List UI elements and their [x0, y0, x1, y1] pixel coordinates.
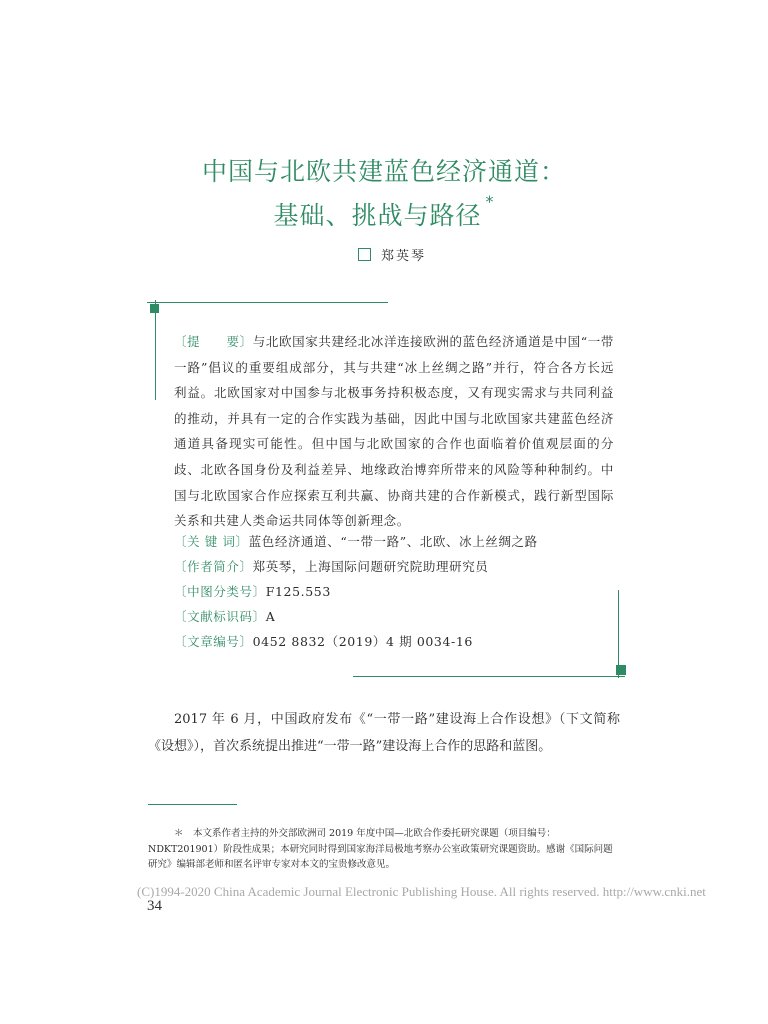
page-number: 34 — [147, 898, 162, 914]
author-name: 郑英琴 — [381, 249, 427, 264]
frame-left-rule — [155, 300, 156, 400]
author-info-row — [174, 557, 488, 575]
keywords-label: 〔关 键 词〕 — [174, 534, 249, 549]
article-title-line-1 — [0, 152, 768, 188]
classification-label: 〔中图分类号〕 — [174, 584, 266, 599]
document-code-value: A — [265, 609, 276, 624]
document-code-row — [174, 607, 275, 625]
abstract-label: 〔提 要〕 — [174, 334, 253, 349]
document-code-label: 〔文献标识码〕 — [174, 609, 266, 624]
copyright-notice: (C)1994-2020 China Academic Journal Electronic Publishing House. All rights reserved. http://www.cnki.net — [137, 884, 706, 899]
classification-value: F125.553 — [265, 584, 331, 599]
title-footnote-mark: * — [485, 192, 495, 211]
footnote-rule — [148, 804, 237, 805]
title-text-2: 基础、挑战与路径 — [273, 201, 482, 230]
frame-bottom-corner-square — [616, 665, 626, 675]
keywords-row — [174, 532, 538, 550]
article-number-label: 〔文章编号〕 — [174, 634, 253, 649]
frame-top-rule — [147, 302, 388, 303]
article-number-row — [174, 632, 473, 650]
article-number-value: 0452 8832（2019）4 期 0034-16 — [252, 634, 473, 649]
footnote-text: ＊ 本文系作者主持的外交部欧洲司 2019 年度中国—北欧合作委托研究课题（项目编号：NDKT201901）阶段性成果；本研究同时得到国家海洋局极地考察办公室政策研究课题资助。感谢《国际问题研究》编辑部老师和匿名评审专家对本文的宝贵修改意见。 — [148, 828, 613, 870]
frame-top-corner-square — [150, 304, 159, 313]
abstract-text: 与北欧国家共建经北冰洋连接欧洲的蓝色经济通道是中国“一带一路”倡议的重要组成部分，其与共建“冰上丝绸之路”并行，符合各方长远利益。北欧国家对中国参与北极事务持积极态度，又有现实需求与共同利益的推动，并具有一定的合作实践为基础，因此中国与北欧国家共建蓝色经济通道具备现实可能性。但中国与北欧国家的合作也面临着价值观层面的分歧、北欧各国身份及利益差异、地缘政治博弈所带来的风险等种种制约。中国与北欧国家合作应探索互利共赢、协商共建的合作新模式，践行新型国际关系和共建人类命运共同体等创新理念。 — [174, 334, 614, 529]
abstract — [174, 329, 614, 534]
classification-row — [174, 582, 331, 600]
body-paragraph-text: 2017 年 6 月，中国政府发布《“一带一路”建设海上合作设想》（下文简称《设想》），首次系统提出推进“一带一路”建设海上合作的思路和蓝图。 — [148, 712, 620, 754]
author-marker-square — [358, 248, 371, 261]
author-info-label: 〔作者简介〕 — [174, 559, 253, 574]
footnote — [148, 826, 618, 873]
frame-bottom-rule — [353, 676, 625, 677]
article-title-line-2 — [0, 192, 768, 232]
title-text-1: 中国与北欧共建蓝色经济通道： — [201, 157, 566, 186]
keywords-value: 蓝色经济通道、“一带一路”、北欧、冰上丝绸之路 — [248, 534, 538, 549]
body-paragraph — [148, 706, 620, 760]
author-info-value: 郑英琴，上海国际问题研究院助理研究员 — [252, 559, 489, 574]
